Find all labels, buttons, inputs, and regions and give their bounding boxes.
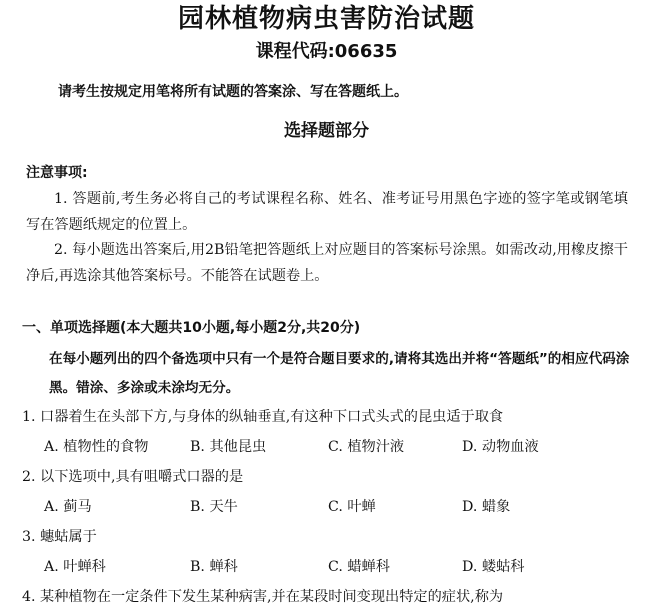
notes-heading: 注意事项: (26, 165, 88, 181)
section-title: 选择题部分 (284, 121, 369, 141)
general-instruction: 请考生按规定用笔将所有试题的答案涂、写在答题纸上。 (58, 84, 408, 100)
question-1-option-a: A. 植物性的食物 (44, 439, 149, 455)
question-1-option-c: C. 植物汁液 (328, 439, 405, 455)
question-2-option-c: C. 叶蝉 (328, 499, 376, 515)
question-3-option-c: C. 蜡蝉科 (328, 559, 390, 575)
question-1-option-d: D. 动物血液 (462, 439, 539, 455)
question-3-option-a: A. 叶蝉科 (44, 559, 106, 575)
question-4-stem: 4. 某种植物在一定条件下发生某种病害,并在某段时间变现出特定的症状,称为 (22, 589, 504, 605)
question-3-option-b: B. 蝉科 (190, 559, 238, 575)
part1-heading: 一、单项选择题(本大题共10小题,每小题2分,共20分) (22, 320, 361, 336)
question-2-stem: 2. 以下选项中,具有咀嚼式口器的是 (22, 469, 244, 485)
note-item-2: 2. 每小题选出答案后,用2B铅笔把答题纸上对应题目的答案标号涂黑。如需改动,用橡皮擦干净后,再选涂其他答案标号。不能答在试题卷上。 (26, 242, 628, 284)
question-2-option-d: D. 蜡象 (462, 499, 511, 515)
note-item-1: 1. 答题前,考生务必将自己的考试课程名称、姓名、准考证号用黑色字迹的签字笔或钢笔填写在答题纸规定的位置上。 (26, 191, 628, 233)
question-1-option-b: B. 其他昆虫 (190, 439, 267, 455)
part1-instruction: 在每小题列出的四个备选项中只有一个是符合题目要求的,请将其选出并将“答题纸”的相应代码涂黑。错涂、多涂或未涂均无分。 (49, 351, 630, 396)
question-2-option-a: A. 蓟马 (44, 499, 92, 515)
question-1-stem: 1. 口器着生在头部下方,与身体的纵轴垂直,有这种下口式头式的昆虫适于取食 (22, 409, 504, 425)
question-2-option-b: B. 天牛 (190, 499, 238, 515)
exam-title: 园林植物病虫害防治试题 (177, 4, 475, 34)
course-code: 课程代码:06635 (255, 41, 398, 62)
question-3-option-d: D. 蝼蛄科 (462, 559, 525, 575)
question-3-stem: 3. 蟪蛄属于 (22, 529, 97, 545)
